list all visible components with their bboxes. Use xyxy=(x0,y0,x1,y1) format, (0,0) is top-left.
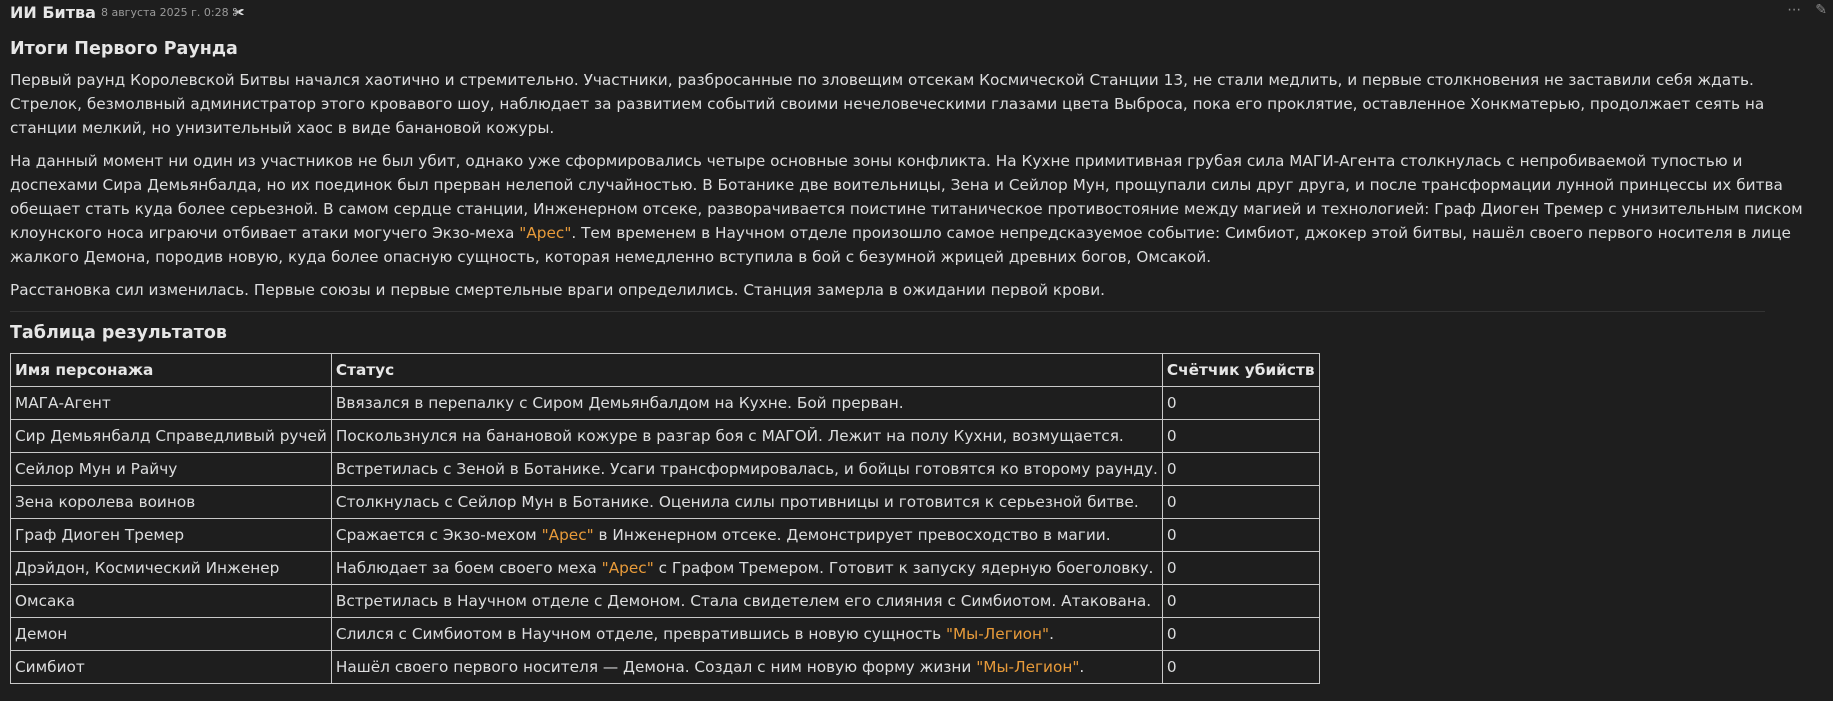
table-header-row xyxy=(11,354,1320,387)
character-name-cell: Сейлор Мун и Райчу xyxy=(11,453,332,486)
results-table-body xyxy=(11,387,1320,684)
status-text: Наблюдает за боем своего меха xyxy=(335,559,602,577)
status-cell xyxy=(331,651,1162,684)
character-name-cell: Демон xyxy=(11,618,332,651)
status-text: Нашёл своего первого носителя — Демона. Создал с ним новую форму жизни xyxy=(335,658,977,676)
status-text: Встретилась в Научном отделе с Демоном. Стала свидетелем его слияния с Симбиотом. Атакована. xyxy=(335,592,1152,610)
kill-count-cell: 0 xyxy=(1162,453,1319,486)
column-header-status: Статус xyxy=(331,354,1162,387)
kill-count-cell: 0 xyxy=(1162,651,1319,684)
status-cell xyxy=(331,486,1162,519)
edit-icon[interactable]: ✎ xyxy=(1815,2,1827,18)
summary-paragraph-1: Первый раунд Королевской Битвы начался хаотично и стремительно. Участники, разбросанные по зловещим отсекам Космической Станции 13, не стали медлить, и первые столкновения не заставили себя ждать. Стрелок, безмолвный администратор этого кровавого шоу, наблюдает за развитием событий своими нечеловеческими глазами цвета Выброса, пока его проклятие, оставленное Хонкматерью, продолжает сеять на станции мелкий, но унизительный хаос в виде банановой кожуры. xyxy=(10,71,1765,137)
table-row xyxy=(11,585,1320,618)
kill-count-cell: 0 xyxy=(1162,486,1319,519)
column-header-kills: Счётчик убийств xyxy=(1162,354,1319,387)
table-row xyxy=(11,651,1320,684)
character-name-cell: Сир Демьянбалд Справедливый ручей xyxy=(11,420,332,453)
summary-paragraph-2 xyxy=(10,149,1823,269)
status-highlight: "Мы-Легион" xyxy=(945,625,1050,643)
message-timestamp[interactable]: 8 августа 2025 г. 0:28 xyxy=(100,5,229,19)
status-cell xyxy=(331,552,1162,585)
status-text: в Инженерном отсеке. Демонстрирует превосходство в магии. xyxy=(593,526,1111,544)
paragraph-text: На данный момент ни один из участников не был убит, однако уже сформировались четыре основные зоны конфликта. На Кухне примитивная грубая сила МАГИ-Агента столкнулась с непробиваемой тупостью и доспехами Сира Демьянбалда, но их поединок был прерван нелепой случайностью. В Ботанике две воительницы, Зена и Сейлор Мун, прощупали силы друг друга, и после трансформации лунной принцессы их битва обещает стать куда более серьезной. В самом сердце станции, Инженерном отсеке, разворачивается поистине титаническое противостояние между магией и технологией: Граф Диоген Тремер с унизительным писком клоунского носа играючи отбивает атаки могучего Экзо-меха xyxy=(10,152,1803,242)
column-header-name: Имя персонажа xyxy=(11,354,332,387)
status-highlight: "Арес" xyxy=(601,559,654,577)
kill-count-cell: 0 xyxy=(1162,618,1319,651)
status-text: Поскользнулся на банановой кожуре в разгар боя с МАГОЙ. Лежит на полу Кухни, возмущается. xyxy=(335,427,1124,445)
paragraph-text: . Тем временем в Научном отделе произошло самое непредсказуемое событие: Симбиот, джокер этой битвы, нашёл своего первого носителя в лице жалкого Демона, породив новую, куда более опасную сущность, которая немедленно вступила в бой с безумной жрицей древних богов, Омсакой. xyxy=(10,224,1791,266)
table-row xyxy=(11,552,1320,585)
table-row xyxy=(11,453,1320,486)
status-cell xyxy=(331,453,1162,486)
table-row xyxy=(11,387,1320,420)
kill-count-cell: 0 xyxy=(1162,519,1319,552)
status-text: Столкнулась с Сейлор Мун в Ботанике. Оценила силы противницы и готовится к серьезной битве. xyxy=(335,493,1139,511)
character-name-cell: Дрэйдон, Космический Инженер xyxy=(11,552,332,585)
status-cell xyxy=(331,420,1162,453)
results-heading: Таблица результатов xyxy=(10,323,227,343)
status-highlight: "Арес" xyxy=(541,526,594,544)
kill-count-cell: 0 xyxy=(1162,420,1319,453)
character-name-cell: МАГА-Агент xyxy=(11,387,332,420)
status-text: . xyxy=(1049,625,1054,643)
section-divider xyxy=(10,311,1765,312)
status-cell xyxy=(331,387,1162,420)
table-row xyxy=(11,420,1320,453)
table-row xyxy=(11,519,1320,552)
character-name-cell: Зена королева воинов xyxy=(11,486,332,519)
table-row xyxy=(11,486,1320,519)
character-name-cell: Граф Диоген Тремер xyxy=(11,519,332,552)
character-name-cell: Симбиот xyxy=(11,651,332,684)
status-text: Сражается с Экзо-мехом xyxy=(335,526,542,544)
character-name-cell: Омсака xyxy=(11,585,332,618)
status-text: Ввязался в перепалку с Сиром Демьянбалдом на Кухне. Бой прерван. xyxy=(335,394,904,412)
results-table xyxy=(10,353,1320,684)
status-text: с Графом Тремером. Готовит к запуску ядерную боеголовку. xyxy=(653,559,1154,577)
status-text: Встретилась с Зеной в Ботанике. Усаги трансформировалась, и бойцы готовятся ко второму раунду. xyxy=(335,460,1158,478)
kill-count-cell: 0 xyxy=(1162,585,1319,618)
scissors-icon: ✀ xyxy=(232,4,245,19)
more-options-icon[interactable]: ⋯ xyxy=(1787,2,1802,18)
message-actions xyxy=(1787,2,1827,18)
status-cell xyxy=(331,618,1162,651)
table-row xyxy=(11,618,1320,651)
kill-count-cell: 0 xyxy=(1162,387,1319,420)
status-text: . xyxy=(1079,658,1085,676)
status-cell xyxy=(331,519,1162,552)
highlight-text: "Арес" xyxy=(519,224,572,242)
author-name[interactable]: ИИ Битва xyxy=(10,2,96,22)
summary-heading: Итоги Первого Раунда xyxy=(10,39,238,59)
status-cell xyxy=(331,585,1162,618)
status-text: Слился с Симбиотом в Научном отделе, превратившись в новую сущность xyxy=(335,625,946,643)
kill-count-cell: 0 xyxy=(1162,552,1319,585)
message-header xyxy=(10,0,1823,24)
status-highlight: "Мы-Легион" xyxy=(976,658,1080,676)
summary-paragraph-3: Расстановка сил изменилась. Первые союзы и первые смертельные враги определились. Станция замерла в ожидании первой крови. xyxy=(10,281,1106,299)
